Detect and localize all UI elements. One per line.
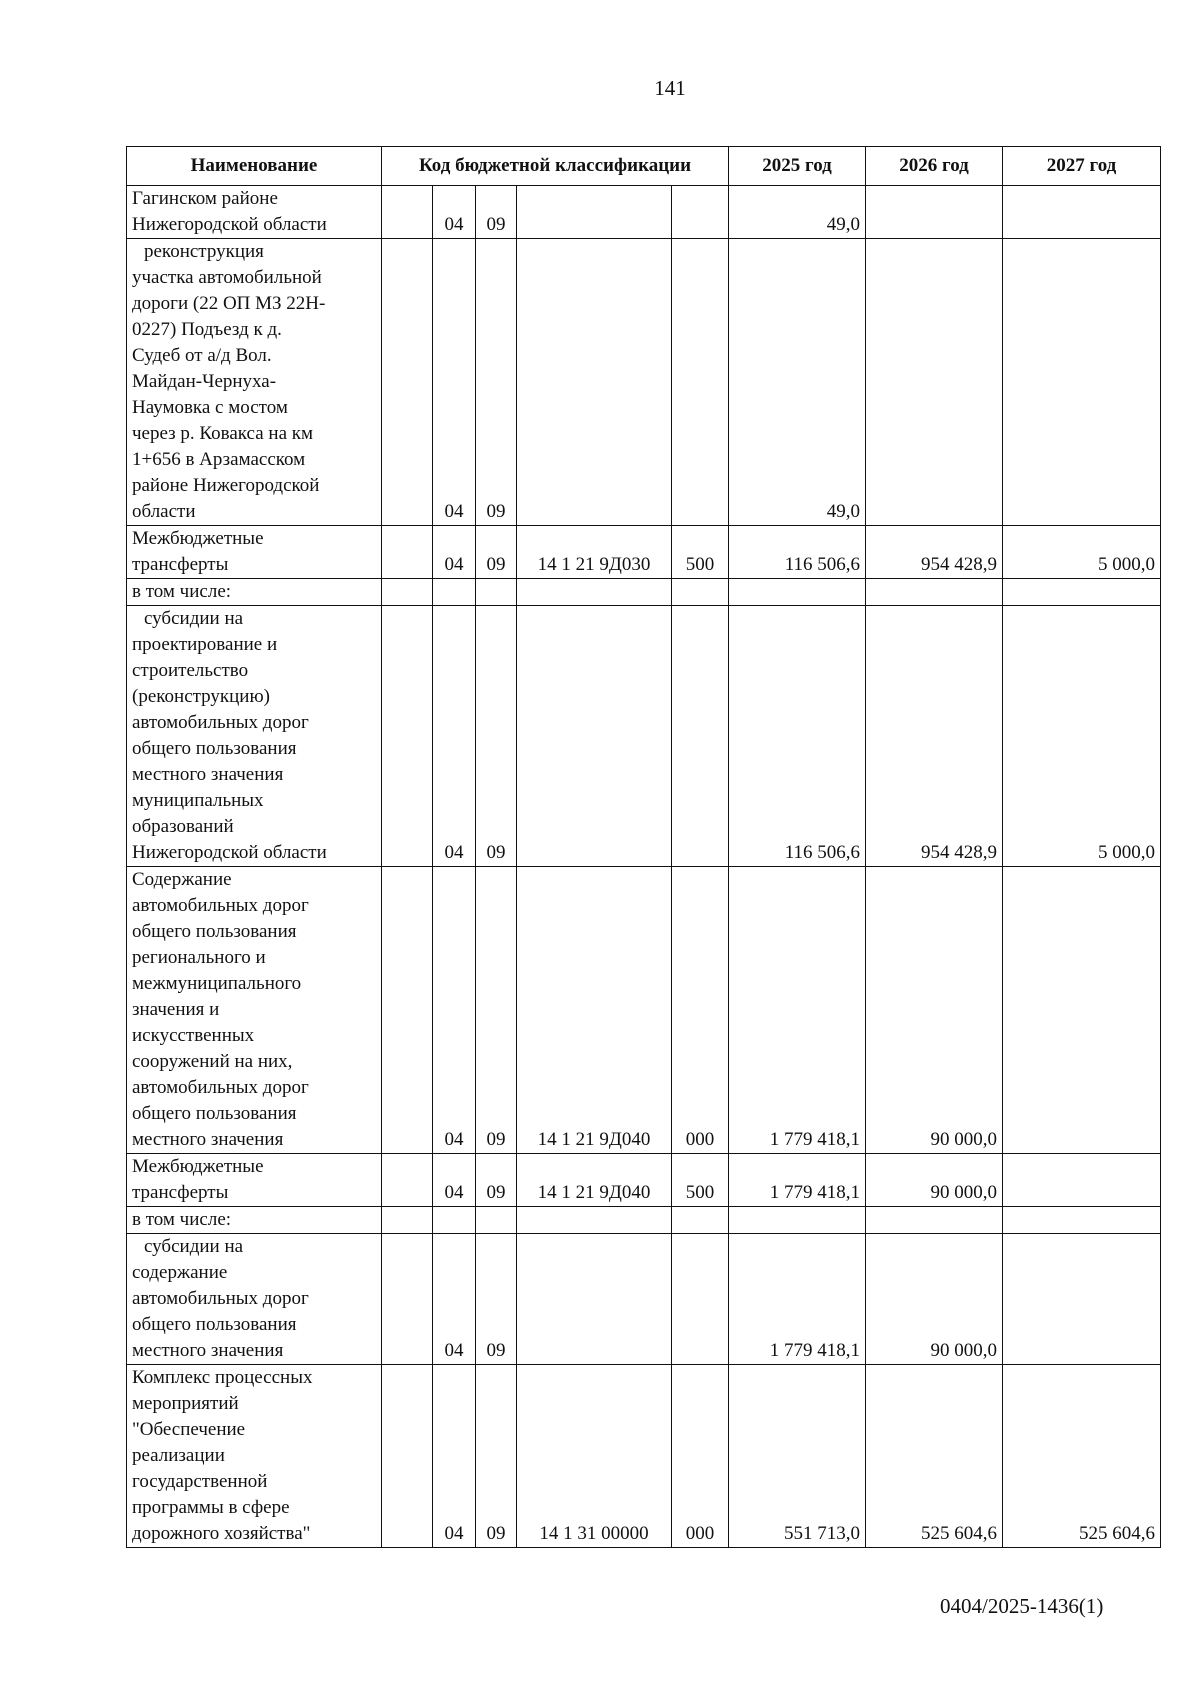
code-section-1: [382, 579, 433, 606]
row-name: Содержание автомобильных дорог общего пользования регионального и межмуниципального значения и искусственных сооружений на них, автомобильных дорог общего пользования местного значения: [127, 867, 382, 1154]
code-expense-type: 500: [672, 1154, 729, 1207]
amount-2025: 116 506,6: [729, 526, 866, 579]
row-name: реконструкция участка автомобильной дороги (22 ОП МЗ 22Н- 0227) Подъезд к д. Судеб от а/д Вол. Майдан-Чернуха- Наумовка с мостом через р. Ковакса на км 1+656 в Арзамасском районе Нижегородской области: [127, 239, 382, 526]
code-target-article: [517, 186, 672, 239]
table-row: [127, 239, 1161, 526]
code-expense-type: 000: [672, 867, 729, 1154]
table-header-row: [127, 147, 1161, 186]
amount-2025: [729, 579, 866, 606]
code-target-article: 14 1 21 9Д040: [517, 1154, 672, 1207]
table-row: [127, 579, 1161, 606]
document-number: 0404/2025-1436(1): [940, 1594, 1104, 1618]
code-section: 04: [433, 1154, 476, 1207]
row-name: Гагинском районе Нижегородской области: [127, 186, 382, 239]
code-section: 04: [433, 186, 476, 239]
code-section: 04: [433, 1234, 476, 1365]
code-section-1: [382, 867, 433, 1154]
code-subsection: 09: [476, 239, 517, 526]
amount-2025: 49,0: [729, 239, 866, 526]
code-expense-type: [672, 186, 729, 239]
amount-2026: 90 000,0: [866, 867, 1003, 1154]
amount-2025: 116 506,6: [729, 606, 866, 867]
code-section: 04: [433, 239, 476, 526]
table-row: [127, 606, 1161, 867]
code-expense-type: [672, 1234, 729, 1365]
amount-2026: 90 000,0: [866, 1154, 1003, 1207]
amount-2025: 551 713,0: [729, 1365, 866, 1548]
amount-2026: 954 428,9: [866, 526, 1003, 579]
code-target-article: 14 1 31 00000: [517, 1365, 672, 1548]
code-expense-type: 000: [672, 1365, 729, 1548]
amount-2027: [1003, 186, 1161, 239]
code-section-1: [382, 239, 433, 526]
code-section: 04: [433, 526, 476, 579]
budget-table: [126, 146, 1161, 1548]
table-row: [127, 1234, 1161, 1365]
code-target-article: [517, 1234, 672, 1365]
row-name: субсидии на содержание автомобильных дорог общего пользования местного значения: [127, 1234, 382, 1365]
code-section-1: [382, 526, 433, 579]
code-expense-type: [672, 1207, 729, 1234]
amount-2027: [1003, 1207, 1161, 1234]
row-name: Комплекс процессных мероприятий "Обеспечение реализации государственной программы в сфере дорожного хозяйства": [127, 1365, 382, 1548]
amount-2025: 1 779 418,1: [729, 867, 866, 1154]
code-subsection: 09: [476, 186, 517, 239]
amount-2026: 954 428,9: [866, 606, 1003, 867]
row-name: Межбюджетные трансферты: [127, 526, 382, 579]
amount-2025: 1 779 418,1: [729, 1154, 866, 1207]
amount-2027: 5 000,0: [1003, 606, 1161, 867]
amount-2027: 525 604,6: [1003, 1365, 1161, 1548]
code-section-1: [382, 1365, 433, 1548]
code-section: 04: [433, 1365, 476, 1548]
amount-2027: 5 000,0: [1003, 526, 1161, 579]
amount-2027: [1003, 1234, 1161, 1365]
table-row: [127, 186, 1161, 239]
code-expense-type: [672, 239, 729, 526]
amount-2026: 525 604,6: [866, 1365, 1003, 1548]
header-code: Код бюджетной классификации: [382, 147, 729, 186]
header-2026: 2026 год: [866, 147, 1003, 186]
amount-2025: [729, 1207, 866, 1234]
code-subsection: 09: [476, 1154, 517, 1207]
code-subsection: 09: [476, 526, 517, 579]
table-row: [127, 1207, 1161, 1234]
code-expense-type: [672, 579, 729, 606]
code-subsection: 09: [476, 606, 517, 867]
table-row: [127, 1154, 1161, 1207]
amount-2027: [1003, 867, 1161, 1154]
code-subsection: 09: [476, 867, 517, 1154]
amount-2027: [1003, 239, 1161, 526]
code-section-1: [382, 186, 433, 239]
row-name: субсидии на проектирование и строительство (реконструкцию) автомобильных дорог общего пользования местного значения муниципальных образований Нижегородской области: [127, 606, 382, 867]
code-section-1: [382, 1234, 433, 1365]
code-target-article: [517, 579, 672, 606]
header-2025: 2025 год: [729, 147, 866, 186]
code-subsection: 09: [476, 1234, 517, 1365]
amount-2027: [1003, 1154, 1161, 1207]
amount-2025: 49,0: [729, 186, 866, 239]
table-row: [127, 867, 1161, 1154]
code-expense-type: [672, 606, 729, 867]
amount-2026: [866, 579, 1003, 606]
code-target-article: 14 1 21 9Д030: [517, 526, 672, 579]
code-section: 04: [433, 867, 476, 1154]
code-target-article: [517, 606, 672, 867]
code-subsection: 09: [476, 1365, 517, 1548]
row-name: в том числе:: [127, 579, 382, 606]
table-row: [127, 1365, 1161, 1548]
amount-2026: 90 000,0: [866, 1234, 1003, 1365]
code-target-article: 14 1 21 9Д040: [517, 867, 672, 1154]
code-target-article: [517, 1207, 672, 1234]
amount-2027: [1003, 579, 1161, 606]
code-section: 04: [433, 606, 476, 867]
page-number: 141: [654, 76, 686, 100]
code-expense-type: 500: [672, 526, 729, 579]
code-subsection: [476, 1207, 517, 1234]
header-name: Наименование: [127, 147, 382, 186]
code-target-article: [517, 239, 672, 526]
amount-2026: [866, 1207, 1003, 1234]
amount-2026: [866, 186, 1003, 239]
row-name: Межбюджетные трансферты: [127, 1154, 382, 1207]
header-2027: 2027 год: [1003, 147, 1161, 186]
code-section-1: [382, 606, 433, 867]
code-subsection: [476, 579, 517, 606]
code-section: [433, 579, 476, 606]
amount-2025: 1 779 418,1: [729, 1234, 866, 1365]
code-section: [433, 1207, 476, 1234]
row-name: в том числе:: [127, 1207, 382, 1234]
code-section-1: [382, 1154, 433, 1207]
code-section-1: [382, 1207, 433, 1234]
amount-2026: [866, 239, 1003, 526]
table-row: [127, 526, 1161, 579]
